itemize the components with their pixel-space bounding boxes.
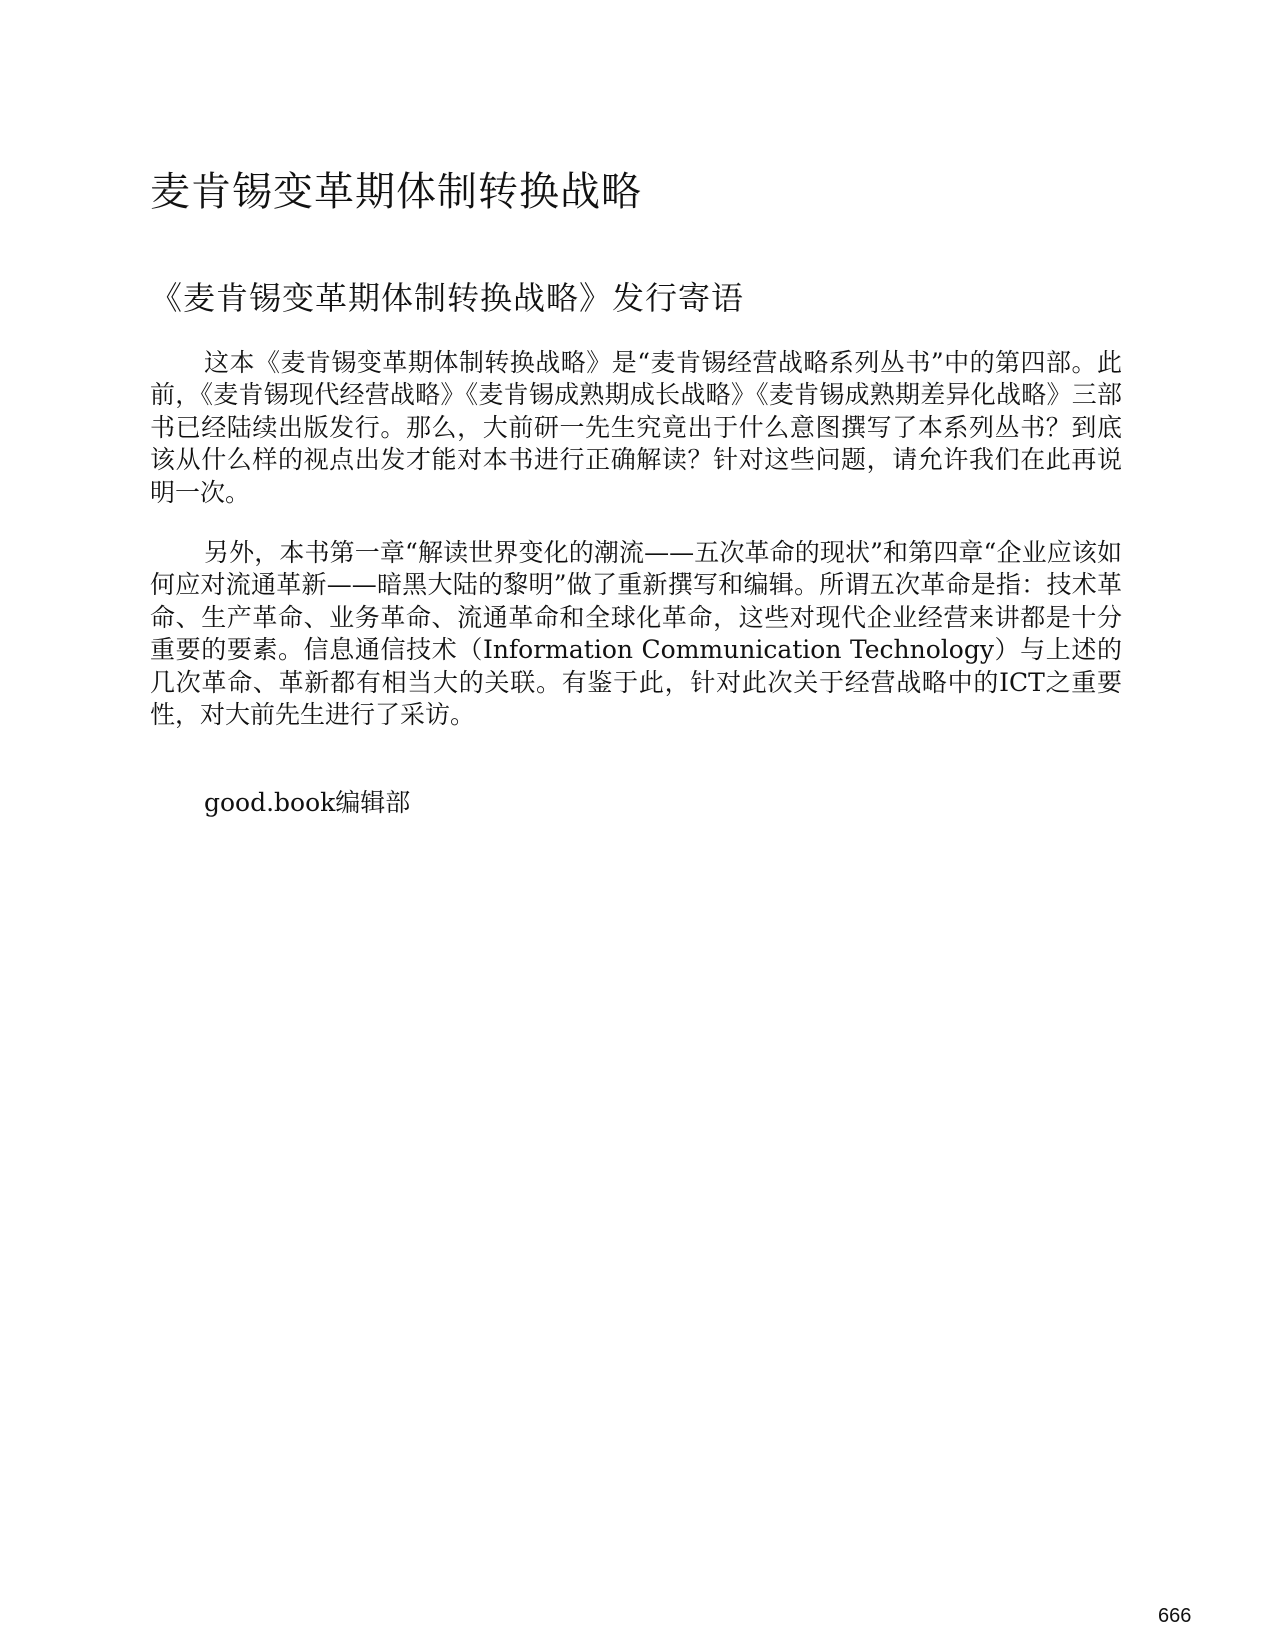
- editorial-signature: good.book编辑部: [204, 788, 411, 817]
- document-title: 麦肯锡变革期体制转换战略: [150, 169, 642, 215]
- section-heading: 《麦肯锡变革期体制转换战略》发行寄语: [150, 279, 745, 317]
- body-paragraph-1: 这本《麦肯锡变革期体制转换战略》是“麦肯锡经营战略系列丛书”中的第四部。此前，《麦肯锡现代经营战略》《麦肯锡成熟期成长战略》《麦肯锡成熟期差异化战略》三部书已经陆续出版发行。那么，大前研一先生究竟出于什么意图撰写了本系列丛书？到底该从什么样的视点出发才能对本书进行正确解读？针对这些问题，请允许我们在此再说明一次。: [150, 348, 1122, 507]
- body-paragraph-2: 另外，本书第一章“解读世界变化的潮流——五次革命的现状”和第四章“企业应该如何应对流通革新——暗黑大陆的黎明”做了重新撰写和编辑。所谓五次革命是指：技术革命、生产革命、业务革命、流通革命和全球化革命，这些对现代企业经营来讲都是十分重要的要素。信息通信技术（Information Communication Technology）与上述的几次革命、革新都有相当大的关联。有鉴于此，针对此次关于经营战略中的ICT之重要性，对大前先生进行了采访。: [150, 538, 1122, 730]
- page-number: 666: [1158, 1605, 1192, 1627]
